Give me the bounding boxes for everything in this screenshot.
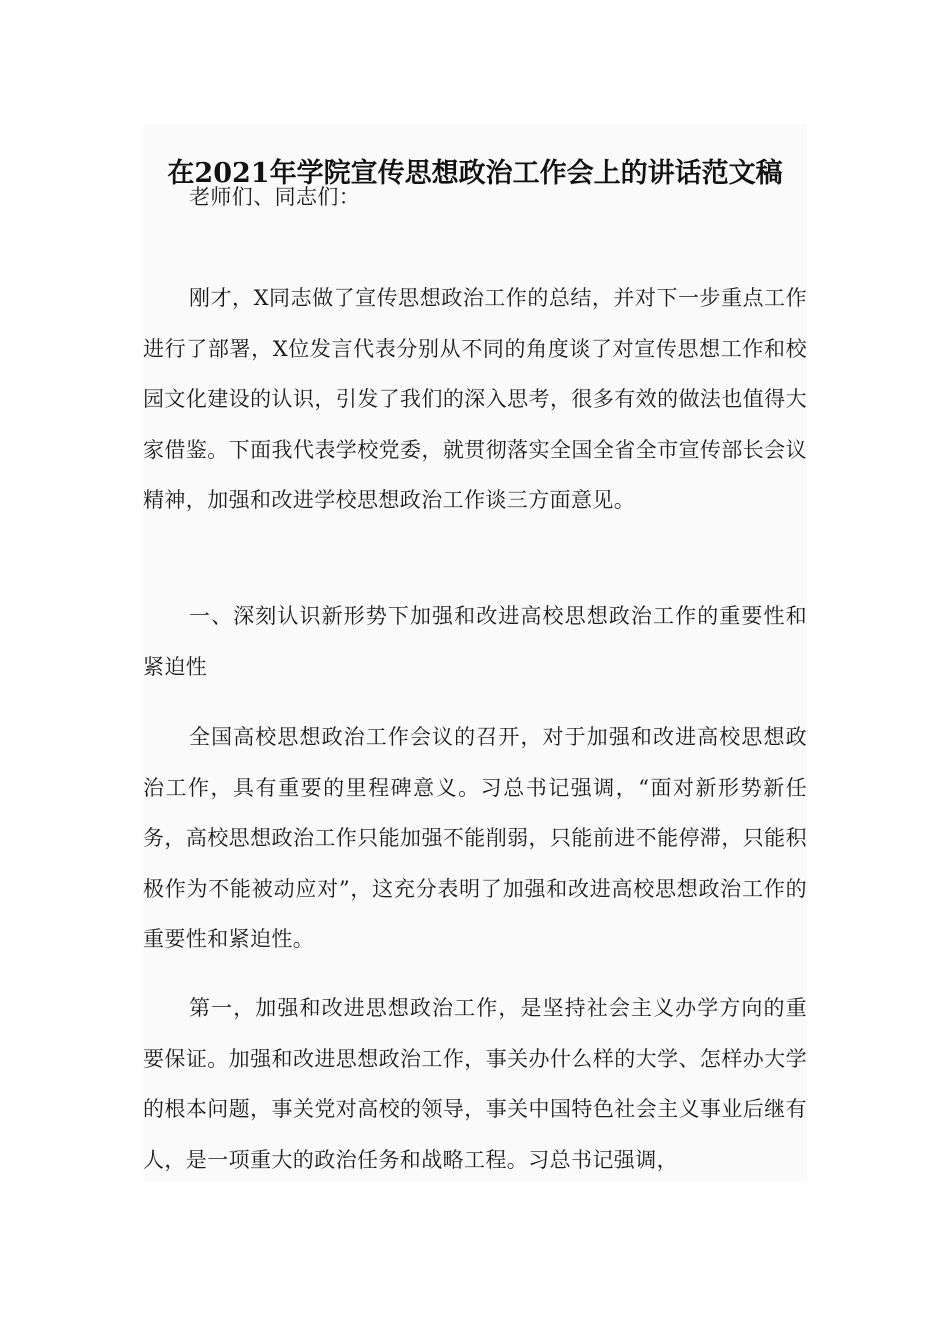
document-page	[143, 124, 807, 1182]
document-title: 在2021年学院宣传思想政治工作会上的讲话范文稿	[167, 158, 783, 190]
body-paragraph-2: 第一，加强和改进思想政治工作，是坚持社会主义办学方向的重要保证。加强和改进思想政治工作，事关办什么样的大学、怎样办大学的根本问题，事关党对高校的领导，事关中国特色社会主义事业后继有人，是一项重大的政治任务和战略工程。习总书记强调，	[143, 996, 807, 1172]
intro-paragraph: 刚才，X同志做了宣传思想政治工作的总结，并对下一步重点工作进行了部署，X位发言代表分别从不同的角度谈了对宣传思想工作和校园文化建设的认识，引发了我们的深入思考，很多有效的做法也值得大家借鉴。下面我代表学校党委，就贯彻落实全国全省全市宣传部长会议精神，加强和改进学校思想政治工作谈三方面意见。	[143, 286, 807, 512]
section-heading-1: 一、深刻认识新形势下加强和改进高校思想政治工作的重要性和紧迫性	[143, 604, 807, 679]
body-paragraph-1: 全国高校思想政治工作会议的召开，对于加强和改进高校思想政治工作，具有重要的里程碑意义。习总书记强调，“面对新形势新任务，高校思想政治工作只能加强不能削弱，只能前进不能停滞，只能积极作为不能被动应对”，这充分表明了加强和改进高校思想政治工作的重要性和紧迫性。	[143, 725, 807, 951]
greeting-paragraph: 老师们、同志们：	[189, 185, 361, 209]
